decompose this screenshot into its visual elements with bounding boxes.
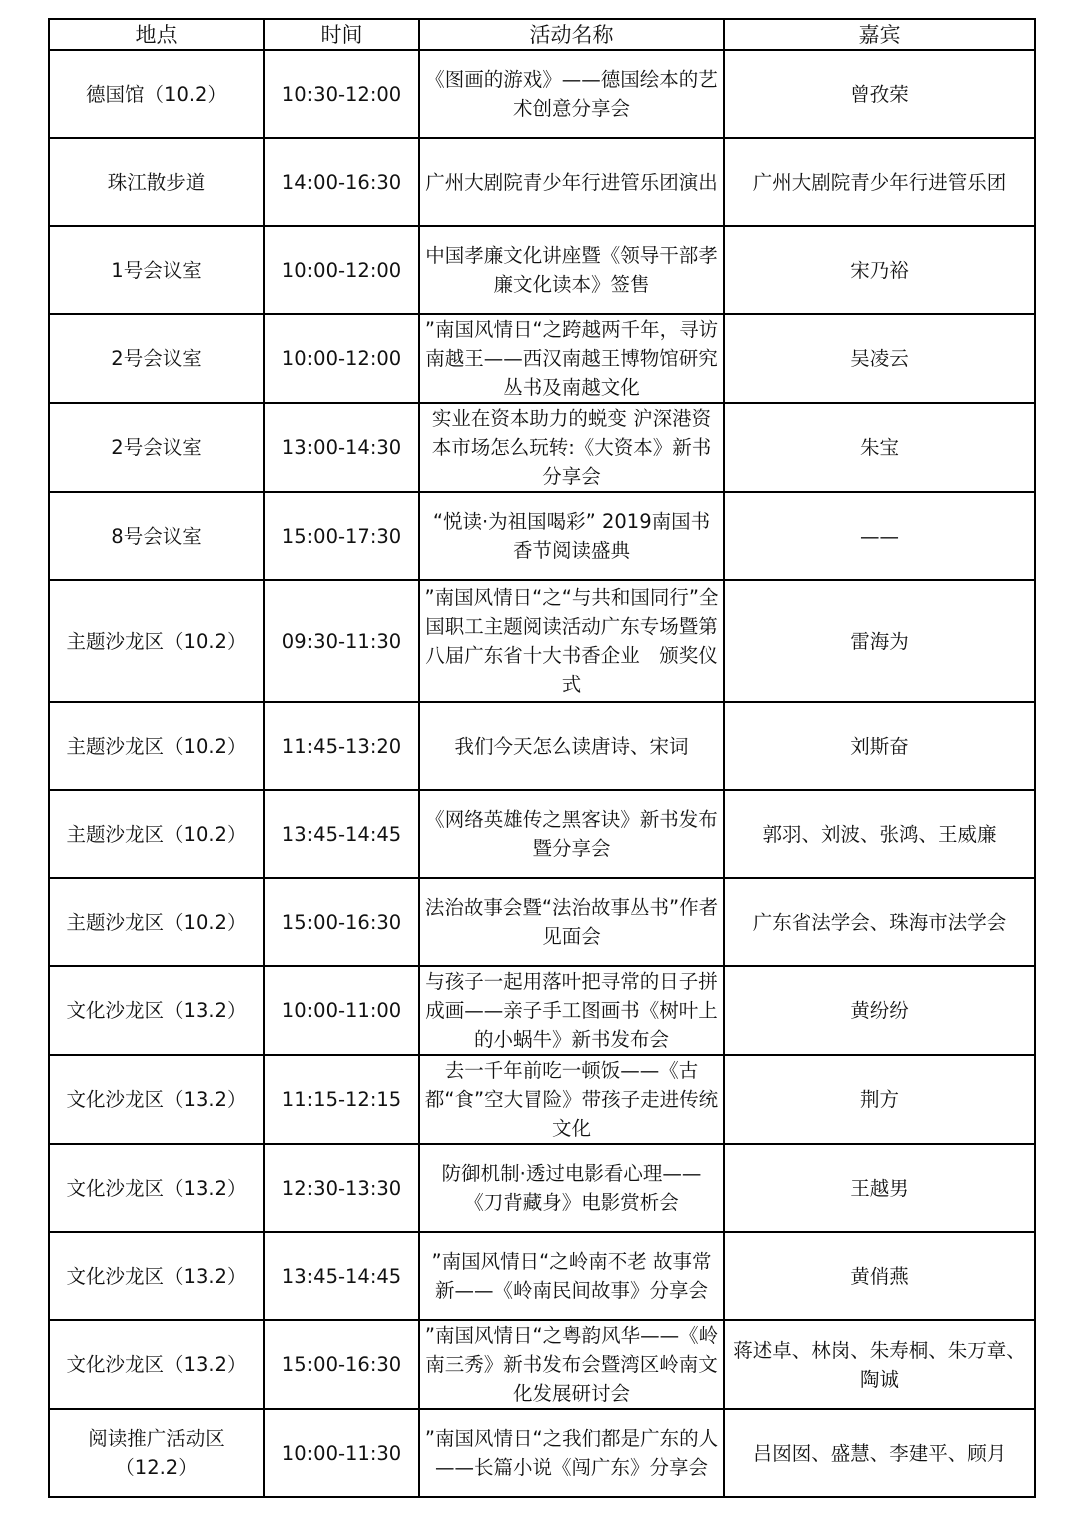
title-cell: 与孩子一起用落叶把寻常的日子拼成画——亲子手工图画书《树叶上的小蜗牛》新书发布会 — [419, 966, 724, 1055]
header-title: 活动名称 — [419, 19, 724, 50]
title-cell: 《网络英雄传之黑客诀》新书发布暨分享会 — [419, 790, 724, 878]
venue-cell: 主题沙龙区（10.2） — [49, 580, 264, 702]
table-row — [49, 1232, 1035, 1320]
title-cell: “悦读·为祖国喝彩” 2019南国书香节阅读盛典 — [419, 492, 724, 580]
header-row — [49, 19, 1035, 50]
time-cell: 15:00-17:30 — [264, 492, 419, 580]
guest-cell: 黄俏燕 — [724, 1232, 1035, 1320]
table-row — [49, 403, 1035, 492]
venue-cell: 文化沙龙区（13.2） — [49, 1144, 264, 1232]
guest-cell: —— — [724, 492, 1035, 580]
table-row — [49, 226, 1035, 314]
table-row — [49, 1320, 1035, 1409]
table-row — [49, 138, 1035, 226]
title-cell: 中国孝廉文化讲座暨《领导干部孝廉文化读本》签售 — [419, 226, 724, 314]
title-cell: 防御机制·透过电影看心理——《刀背藏身》电影赏析会 — [419, 1144, 724, 1232]
venue-cell: 主题沙龙区（10.2） — [49, 702, 264, 790]
title-cell: 广州大剧院青少年行进管乐团演出 — [419, 138, 724, 226]
time-cell: 15:00-16:30 — [264, 878, 419, 966]
venue-cell: 文化沙龙区（13.2） — [49, 966, 264, 1055]
venue-cell: 文化沙龙区（13.2） — [49, 1055, 264, 1144]
table-row — [49, 966, 1035, 1055]
title-cell: 去一千年前吃一顿饭——《古都“食”空大冒险》带孩子走进传统文化 — [419, 1055, 724, 1144]
guest-cell: 宋乃裕 — [724, 226, 1035, 314]
table-row — [49, 702, 1035, 790]
guest-cell: 吴凌云 — [724, 314, 1035, 403]
title-cell: ”南国风情日“之我们都是广东的人——长篇小说《闯广东》分享会 — [419, 1409, 724, 1497]
table-row — [49, 1144, 1035, 1232]
title-cell: ”南国风情日“之岭南不老 故事常新——《岭南民间故事》分享会 — [419, 1232, 724, 1320]
table-row — [49, 878, 1035, 966]
guest-cell: 雷海为 — [724, 580, 1035, 702]
table-row — [49, 1055, 1035, 1144]
guest-cell: 广东省法学会、珠海市法学会 — [724, 878, 1035, 966]
venue-cell: 阅读推广活动区（12.2） — [49, 1409, 264, 1497]
guest-cell: 朱宝 — [724, 403, 1035, 492]
venue-cell: 1号会议室 — [49, 226, 264, 314]
time-cell: 13:45-14:45 — [264, 1232, 419, 1320]
time-cell: 10:00-11:30 — [264, 1409, 419, 1497]
venue-cell: 8号会议室 — [49, 492, 264, 580]
time-cell: 15:00-16:30 — [264, 1320, 419, 1409]
time-cell: 09:30-11:30 — [264, 580, 419, 702]
time-cell: 12:30-13:30 — [264, 1144, 419, 1232]
time-cell: 13:45-14:45 — [264, 790, 419, 878]
title-cell: 实业在资本助力的蜕变 沪深港资本市场怎么玩转:《大资本》新书分享会 — [419, 403, 724, 492]
title-cell: 法治故事会暨“法治故事丛书”作者见面会 — [419, 878, 724, 966]
table-row — [49, 790, 1035, 878]
table-row — [49, 50, 1035, 138]
guest-cell: 黄纷纷 — [724, 966, 1035, 1055]
venue-cell: 2号会议室 — [49, 314, 264, 403]
header-venue: 地点 — [49, 19, 264, 50]
venue-cell: 文化沙龙区（13.2） — [49, 1232, 264, 1320]
venue-cell: 主题沙龙区（10.2） — [49, 878, 264, 966]
venue-cell: 珠江散步道 — [49, 138, 264, 226]
time-cell: 13:00-14:30 — [264, 403, 419, 492]
time-cell: 10:00-12:00 — [264, 314, 419, 403]
time-cell: 14:00-16:30 — [264, 138, 419, 226]
venue-cell: 2号会议室 — [49, 403, 264, 492]
guest-cell: 荆方 — [724, 1055, 1035, 1144]
title-cell: ”南国风情日“之跨越两千年，寻访南越王——西汉南越王博物馆研究丛书及南越文化 — [419, 314, 724, 403]
table-row — [49, 1409, 1035, 1497]
time-cell: 10:00-12:00 — [264, 226, 419, 314]
time-cell: 10:30-12:00 — [264, 50, 419, 138]
schedule-table — [48, 18, 1036, 1498]
header-guest: 嘉宾 — [724, 19, 1035, 50]
title-cell: ”南国风情日“之粤韵风华——《岭南三秀》新书发布会暨湾区岭南文化发展研讨会 — [419, 1320, 724, 1409]
header-time: 时间 — [264, 19, 419, 50]
guest-cell: 郭羽、刘波、张鸿、王威廉 — [724, 790, 1035, 878]
time-cell: 11:15-12:15 — [264, 1055, 419, 1144]
guest-cell: 曾孜荣 — [724, 50, 1035, 138]
venue-cell: 文化沙龙区（13.2） — [49, 1320, 264, 1409]
table-row — [49, 492, 1035, 580]
title-cell: 我们今天怎么读唐诗、宋词 — [419, 702, 724, 790]
venue-cell: 德国馆（10.2） — [49, 50, 264, 138]
table-row — [49, 580, 1035, 702]
table-row — [49, 314, 1035, 403]
guest-cell: 吕囡囡、盛慧、李建平、顾月 — [724, 1409, 1035, 1497]
guest-cell: 蒋述卓、林岗、朱寿桐、朱万章、陶诚 — [724, 1320, 1035, 1409]
guest-cell: 王越男 — [724, 1144, 1035, 1232]
venue-cell: 主题沙龙区（10.2） — [49, 790, 264, 878]
guest-cell: 广州大剧院青少年行进管乐团 — [724, 138, 1035, 226]
title-cell: 《图画的游戏》——德国绘本的艺术创意分享会 — [419, 50, 724, 138]
title-cell: ”南国风情日“之“与共和国同行”全国职工主题阅读活动广东专场暨第八届广东省十大书香企业 颁奖仪式 — [419, 580, 724, 702]
time-cell: 11:45-13:20 — [264, 702, 419, 790]
guest-cell: 刘斯奋 — [724, 702, 1035, 790]
time-cell: 10:00-11:00 — [264, 966, 419, 1055]
